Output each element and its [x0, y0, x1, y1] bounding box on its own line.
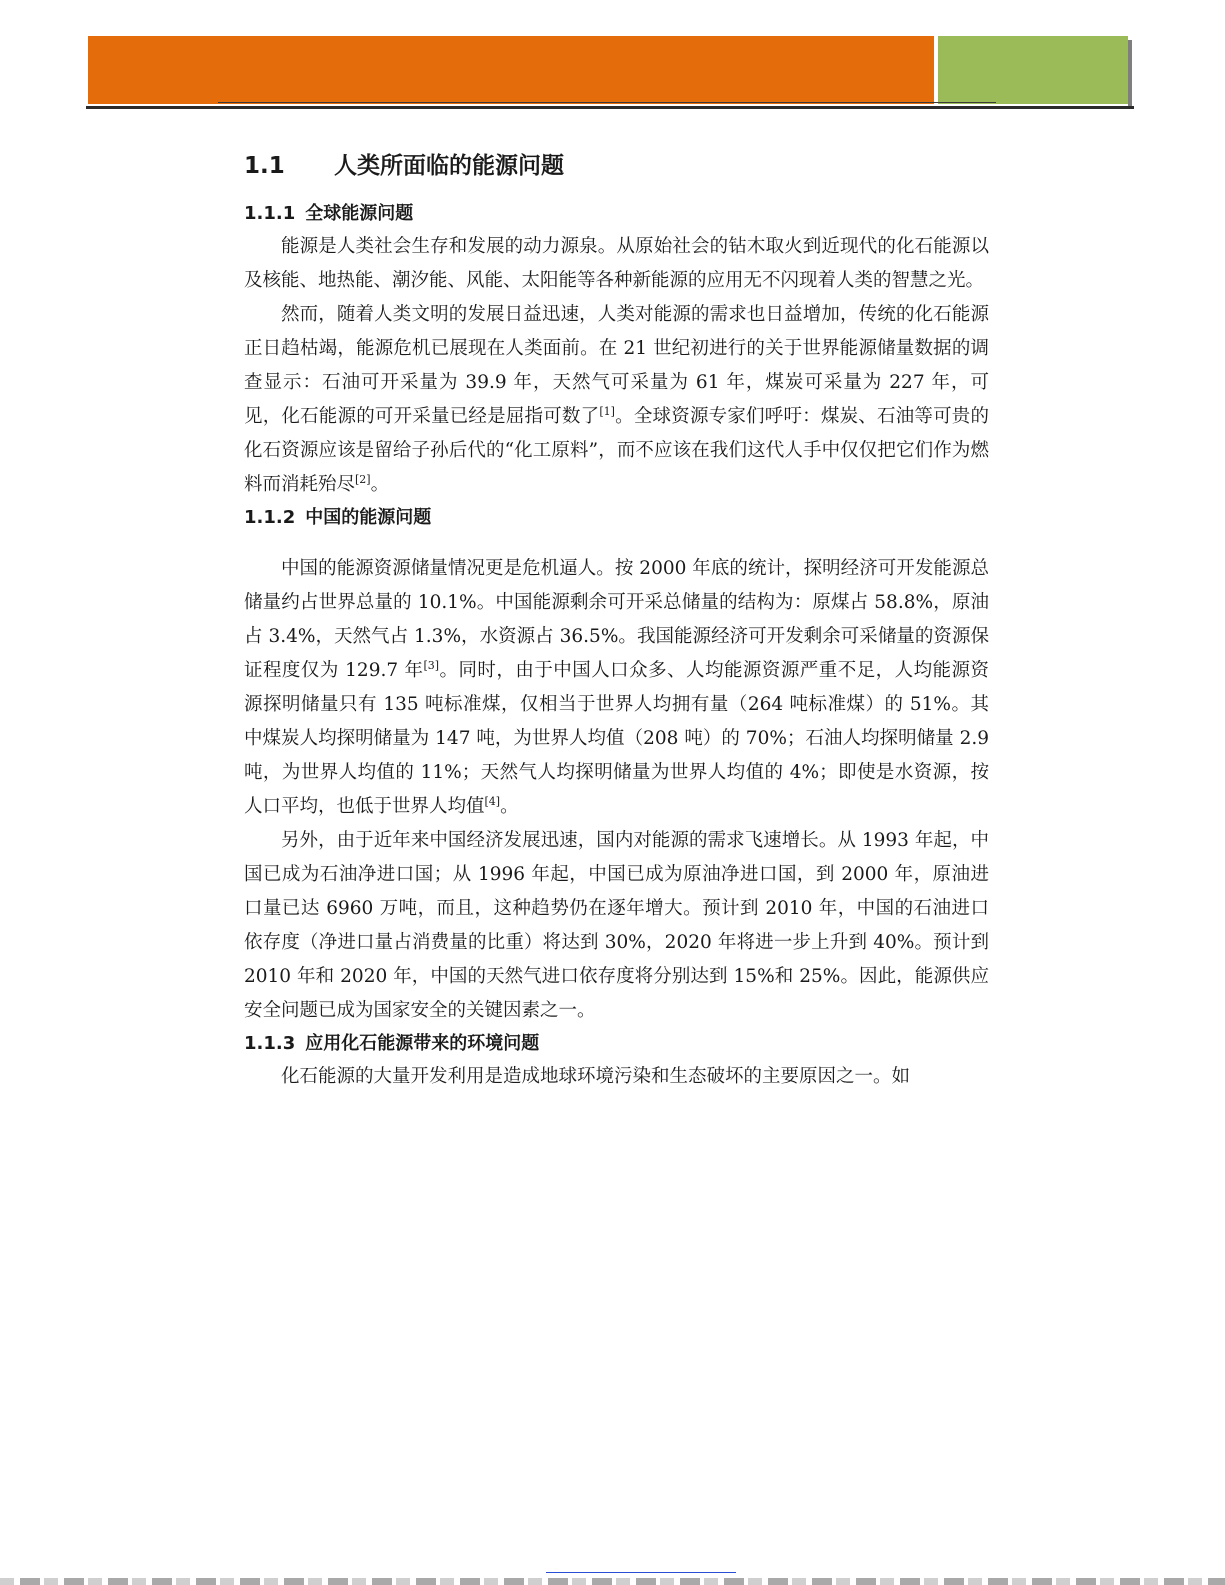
paragraph	[244, 552, 989, 824]
paragraph-text: 然而，随着人类文明的发展日益迅速，人类对能源的需求也日益增加，传统的化石能源正日趋枯竭，能源危机已展现在人类面前。在 21 世纪初进行的关于世界能源储量数据的调查显示：石油可开采量为 39.9 年，天然气可采量为 61 年，煤炭可采量为 227 年，可见，化石能源的可开采量已经是屈指可数了	[244, 304, 989, 427]
subsection-number: 1.1.2	[244, 507, 296, 528]
spacer	[244, 534, 989, 552]
paragraph	[244, 298, 989, 502]
citation-ref[interactable]: [3]	[423, 658, 440, 672]
paragraph-text: 。全球资源专家们呼吁：煤炭、石油等可贵的化石资源应该是留给子孙后代的“化工原料”，而不应该在我们这代人手中仅仅把它们作为燃料而消耗殆尽	[244, 406, 989, 495]
paragraph: 能源是人类社会生存和发展的动力源泉。从原始社会的钻木取火到近现代的化石能源以及核能、地热能、潮汐能、风能、太阳能等各种新能源的应用无不闪现着人类的智慧之光。	[244, 236, 989, 291]
citation-ref[interactable]: [1]	[599, 404, 615, 418]
paragraph-end: 。	[370, 474, 390, 495]
subsection-number: 1.1.3	[244, 1033, 296, 1054]
header-orange-band	[88, 36, 934, 104]
subsection-heading-2	[244, 502, 989, 534]
paragraph: 另外，由于近年来中国经济发展迅速，国内对能源的需求飞速增长。从 1993 年起，中国已成为石油净进口国；从 1996 年起，中国已成为原油净进口国，到 2000 年，原油进口量已达 6960 万吨，而且，这种趋势仍在逐年增大。预计到 2010 年，中国的石油进口依存度（净进口量占消费量的比重）将达到 30%，2020 年将进一步上升到 40%。预计到 2010 年和 2020 年，中国的天然气进口依存度将分别达到 15%和 25%。因此，能源供应安全问题已成为国家安全的关键因素之一。	[244, 830, 989, 1021]
subsection-number: 1.1.1	[244, 203, 296, 224]
footer-link-underline[interactable]	[546, 1572, 736, 1573]
section-heading	[244, 146, 989, 186]
header-thin-rule	[218, 102, 996, 103]
subsection-title: 中国的能源问题	[305, 507, 432, 528]
citation-ref[interactable]: [2]	[355, 472, 371, 486]
paragraph-text: 。同时，由于中国人口众多、人均能源资源严重不足，人均能源资源探明储量只有 135 吨标准煤，仅相当于世界人均拥有量（264 吨标准煤）的 51%。其中煤炭人均探明储量为 147 吨，为世界人均值（208 吨）的 70%；石油人均探明储量 2.9 吨，为世界人均值的 11%；天然气人均探明储量为世界人均值的 4%；即使是水资源，按人口平均，也低于世界人均值	[244, 660, 989, 817]
subsection-heading-1	[244, 198, 989, 230]
subsection-title: 应用化石能源带来的环境问题	[305, 1033, 540, 1054]
header-rule	[86, 106, 1134, 109]
citation-ref[interactable]: [4]	[484, 794, 501, 808]
paragraph-text: 中国的能源资源储量情况更是危机逼人。按 2000 年底的统计，探明经济可开发能源总储量约占世界总量的 10.1%。中国能源剩余可开采总储量的结构为：原煤占 58.8%，原油占 3.4%，天然气占 1.3%，水资源占 36.5%。我国能源经济可开发剩余可采储量的资源保证程度仅为 129.7 年	[244, 558, 989, 681]
document-body	[244, 146, 989, 1094]
section-number: 1.1	[244, 153, 285, 179]
paragraph-end: 。	[500, 796, 519, 817]
header-green-block	[938, 36, 1128, 104]
header-shadow	[1128, 40, 1132, 106]
subsection-heading-3	[244, 1028, 989, 1060]
footer-bar	[0, 1578, 1225, 1585]
subsection-title: 全球能源问题	[305, 203, 414, 224]
section-title: 人类所面临的能源问题	[334, 153, 564, 179]
paragraph: 化石能源的大量开发利用是造成地球环境污染和生态破坏的主要原因之一。如	[281, 1066, 911, 1087]
